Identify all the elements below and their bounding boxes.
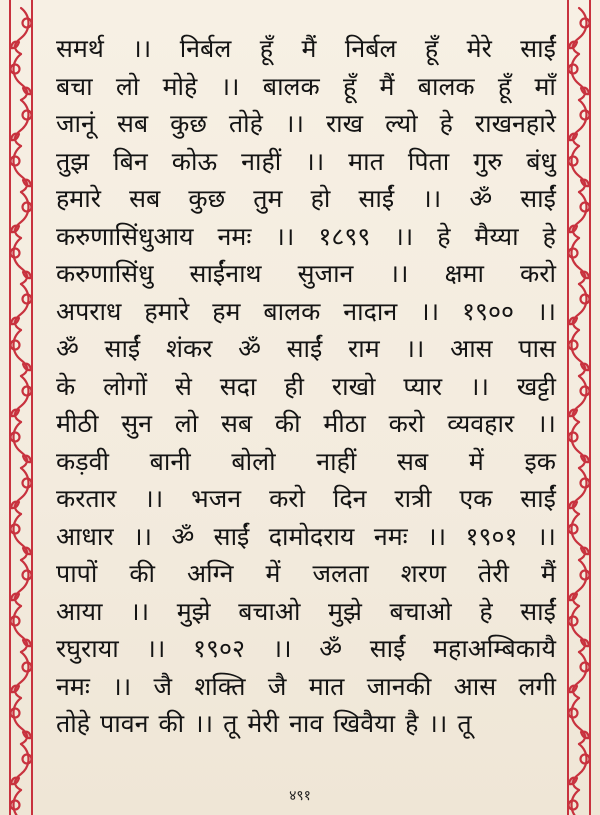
text-line: जानूं सब कुछ तोहे ।। राख ल्यो हे राखनहारे <box>56 109 556 138</box>
text-line: नमः ।। जै शक्ति जै मात जानकी आस लगी <box>56 671 556 701</box>
text-line: अपराध हमारे हम बालक नादान ।। १९०० ।। <box>56 296 556 326</box>
text-line: तोहे पावन की ।। तू मेरी नाव खिवैया है ।। तू <box>56 709 472 738</box>
text-line: रघुराया ।। १९०२ ।। ॐ साईं महाअम्बिकायै <box>56 634 556 663</box>
text-line: बचा लो मोहे ।। बालक हूँ मैं बालक हूँ माँ <box>56 71 556 101</box>
page-number: ४९१ <box>289 788 311 804</box>
text-line: करतार ।। भजन करो दिन रात्री एक साईं <box>56 484 556 513</box>
text-line: कड़वी बानी बोलो नाहीं सब में इक <box>56 446 556 476</box>
text-line: के लोगों से सदा ही राखो प्यार ।। खट्टी <box>56 371 556 401</box>
text-line: आया ।। मुझे बचाओ मुझे बचाओ हे साईं <box>56 596 556 626</box>
devotional-text-block <box>56 30 556 743</box>
text-line: तुझ बिन कोऊ नाहीं ।। मात पिता गुरु बंधु <box>56 146 556 176</box>
text-line: पापों की अग्नि में जलता शरण तेरी मैं <box>56 559 556 588</box>
text-line: करुणासिंधुआय नमः ।। १८९९ ।। हे मैय्या हे <box>56 221 556 251</box>
text-line: हमारे सब कुछ तुम हो साईं ।। ॐ साईं <box>56 184 556 213</box>
text-line: करुणासिंधु साईंनाथ सुजान ।। क्षमा करो <box>56 259 556 288</box>
text-line: ॐ साईं शंकर ॐ साईं राम ।। आस पास <box>56 334 556 363</box>
right-decorative-border <box>564 0 594 815</box>
text-line: समर्थ ।। निर्बल हूँ मैं निर्बल हूँ मेरे साईं <box>56 34 556 63</box>
text-line: आधार ।। ॐ साईं दामोदराय नमः ।। १९०१ ।। <box>56 521 556 551</box>
text-line: मीठी सुन लो सब की मीठा करो व्यवहार ।। <box>56 409 556 438</box>
left-decorative-border <box>6 0 36 815</box>
